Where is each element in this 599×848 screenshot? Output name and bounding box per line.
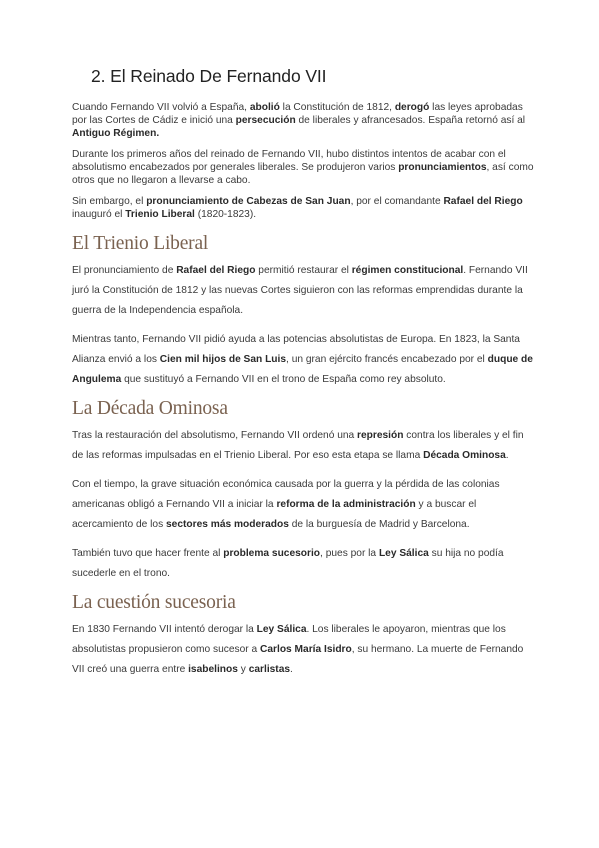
text-run: (1820-1823). [194, 209, 257, 220]
text-run: . Los liberales le apoyaron, mientras que los absolutistas propusieron como sucesor a [72, 624, 506, 655]
text-run: Durante los primeros años del reinado de Fernando VII, hubo distintos intentos de acabar con el absolutismo encabezados por generales liberales. Se produjeron varios [72, 149, 506, 173]
text-run: , su hermano. La muerte de Fernando VII creó una guerra entre [72, 644, 524, 675]
text-run: En 1830 Fernando VII intentó derogar la [72, 624, 257, 635]
section-title-cuestion-sucesoria: La cuestión sucesoria [72, 592, 236, 613]
bold-term: reforma de la administración [276, 499, 416, 510]
bold-term: Rafael del Riego [443, 196, 523, 207]
bold-term: persecución [235, 115, 296, 126]
bold-term: carlistas [248, 664, 291, 675]
bold-term: Trienio Liberal [125, 209, 195, 220]
sucesoria-paragraph-1 [72, 620, 534, 680]
bold-term: problema sucesorio [223, 548, 321, 559]
section-title-trienio-liberal: El Trienio Liberal [72, 233, 209, 254]
intro-paragraph-2 [72, 148, 534, 187]
bold-term: abolió [249, 102, 280, 113]
intro-paragraph-1 [72, 101, 534, 140]
text-run: , pues por la [320, 548, 379, 559]
bold-term: derogó [394, 102, 430, 113]
text-run: de liberales y afrancesados. España retornó así al [295, 115, 526, 126]
bold-term: pronunciamiento de Cabezas de San Juan [146, 196, 351, 207]
bold-term: Ley Sálica [378, 548, 429, 559]
decada-paragraph-1 [72, 426, 534, 466]
text-run: Tras la restauración del absolutismo, Fernando VII ordenó una [72, 430, 358, 441]
document-content [72, 66, 534, 689]
text-run: inauguró el [72, 209, 126, 220]
text-run: y a buscar el acercamiento de los [72, 499, 477, 530]
text-run: . [290, 664, 293, 675]
text-run: . [505, 450, 509, 461]
section-title-decada-ominosa: La Década Ominosa [72, 398, 228, 419]
bold-term: sectores más moderados [166, 519, 289, 530]
text-run: Sin embargo, el [72, 196, 147, 207]
page-title: 2. El Reinado De Fernando VII [91, 66, 327, 86]
text-run: . Fernando VII juró la Constitución de 1812 y las nuevas Cortes siguieron con las reformas emprendidas durante la guerra de la Independencia española. [72, 265, 528, 316]
bold-term: régimen constitucional [351, 265, 464, 276]
text-run: , por el comandante [350, 196, 444, 207]
decada-paragraph-3 [72, 544, 534, 584]
text-run: contra los liberales y el fin de las reformas impulsadas en el Trienio Liberal. Por eso esta etapa se llama [72, 430, 524, 461]
text-run: Con el tiempo, la grave situación económica causada por la guerra y la pérdida de las colonias americanas obligó a Fernando VII a iniciar la [72, 479, 500, 510]
bold-term: Carlos María Isidro [260, 644, 352, 655]
trienio-paragraph-2 [72, 330, 534, 390]
text-run: su hija no podía sucederle en el trono. [72, 548, 504, 579]
text-run: También tuvo que hacer frente al [72, 548, 224, 559]
decada-paragraph-2 [72, 475, 534, 535]
bold-term: Década Ominosa [423, 450, 506, 461]
text-run: la Constitución de 1812, [279, 102, 395, 113]
bold-term: Rafael del Riego [176, 265, 256, 276]
text-run: de la burguesía de Madrid y Barcelona. [288, 519, 470, 530]
bold-term: Cien mil hijos de San Luis [159, 354, 287, 365]
intro-paragraph-3 [72, 195, 534, 221]
bold-term: Antiguo Régimen. [72, 128, 160, 139]
text-run: Mientras tanto, Fernando VII pidió ayuda a las potencias absolutistas de Europa. En 1823, la Santa Alianza envió a los [72, 334, 520, 365]
text-run: El pronunciamiento de [72, 265, 177, 276]
bold-term: isabelinos [188, 664, 238, 675]
bold-term: Ley Sálica [256, 624, 307, 635]
bold-term: represión [357, 430, 404, 441]
text-run: Cuando Fernando VII volvió a España, [72, 102, 250, 113]
text-run: , así como otros que no llegaron a llevarse a cabo. [72, 162, 534, 186]
bold-term: duque de Angulema [72, 354, 533, 385]
text-run: , un gran ejército francés encabezado por el [286, 354, 488, 365]
bold-term: pronunciamientos [398, 162, 487, 173]
text-run: que sustituyó a Fernando VII en el trono de España como rey absoluto. [121, 374, 446, 385]
trienio-paragraph-1 [72, 261, 534, 321]
text-run: permitió restaurar el [255, 265, 352, 276]
text-run: las leyes aprobadas por las Cortes de Cádiz e inició una [72, 102, 523, 126]
text-run: y [237, 664, 249, 675]
